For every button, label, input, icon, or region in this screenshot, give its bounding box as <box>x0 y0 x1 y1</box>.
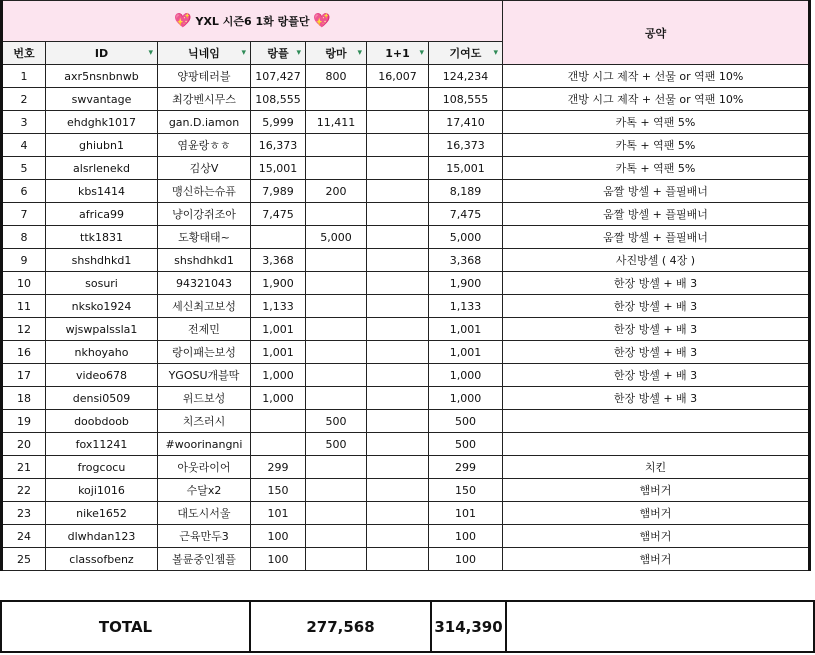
cell-contribution[interactable]: 124,234 <box>429 65 503 88</box>
cell-no[interactable]: 12 <box>2 318 46 341</box>
filter-icon[interactable]: ▾ <box>419 48 424 58</box>
cell-id[interactable]: ehdghk1017 <box>46 111 158 134</box>
cell-oneplus[interactable] <box>367 341 429 364</box>
promise-header: 공약 <box>503 1 810 65</box>
cell-no[interactable]: 23 <box>2 502 46 525</box>
cell-nickname[interactable]: 냥이강쥐조아 <box>158 203 251 226</box>
cell-oneplus[interactable] <box>367 111 429 134</box>
cell-contribution[interactable]: 1,001 <box>429 318 503 341</box>
cell-rangpl[interactable]: 16,373 <box>251 134 306 157</box>
table-row <box>2 65 810 88</box>
cell-no[interactable]: 17 <box>2 364 46 387</box>
cell-nickname[interactable]: 전제민 <box>158 318 251 341</box>
cell-id[interactable]: shshdhkd1 <box>46 249 158 272</box>
cell-rangpl[interactable]: 1,001 <box>251 341 306 364</box>
col-header-oneplus[interactable]: 1+1 ▾ <box>367 42 429 65</box>
cell-contribution[interactable]: 1,900 <box>429 272 503 295</box>
cell-oneplus[interactable] <box>367 433 429 456</box>
filter-icon[interactable]: ▾ <box>241 48 246 58</box>
filter-icon[interactable]: ▾ <box>493 48 498 58</box>
cell-no[interactable]: 21 <box>2 456 46 479</box>
cell-nickname[interactable]: shshdhkd1 <box>158 249 251 272</box>
cell-contribution[interactable]: 1,000 <box>429 387 503 410</box>
cell-promise[interactable]: 움짤 방셀 + 플필배너 <box>503 203 810 226</box>
cell-rangma[interactable] <box>306 157 367 180</box>
cell-promise[interactable]: 움짤 방셀 + 플필배너 <box>503 180 810 203</box>
cell-rangpl[interactable]: 100 <box>251 548 306 571</box>
cell-nickname[interactable]: 아웃라이어 <box>158 456 251 479</box>
cell-rangma[interactable] <box>306 272 367 295</box>
cell-no[interactable]: 8 <box>2 226 46 249</box>
cell-nickname[interactable]: 양팡테러블 <box>158 65 251 88</box>
cell-id[interactable]: nksko1924 <box>46 295 158 318</box>
cell-promise[interactable]: 한장 방셀 + 배 3 <box>503 364 810 387</box>
table-row <box>2 226 810 249</box>
cell-promise[interactable]: 치킨 <box>503 456 810 479</box>
cell-contribution[interactable]: 1,001 <box>429 341 503 364</box>
table-row <box>2 318 810 341</box>
cell-rangpl[interactable] <box>251 433 306 456</box>
cell-promise[interactable]: 갠방 시그 제작 + 선물 or 역팬 10% <box>503 65 810 88</box>
col-header-rangpl[interactable]: 랑플 ▾ <box>251 42 306 65</box>
cell-contribution[interactable]: 500 <box>429 410 503 433</box>
cell-id[interactable]: swvantage <box>46 88 158 111</box>
cell-promise[interactable]: 햄버거 <box>503 479 810 502</box>
cell-nickname[interactable]: 근육만두3 <box>158 525 251 548</box>
cell-no[interactable]: 2 <box>2 88 46 111</box>
cell-id[interactable]: video678 <box>46 364 158 387</box>
col-header-id[interactable]: ID ▾ <box>46 42 158 65</box>
col-header-nick[interactable]: 닉네임 ▾ <box>158 42 251 65</box>
cell-rangma[interactable] <box>306 203 367 226</box>
cell-no[interactable]: 3 <box>2 111 46 134</box>
cell-promise[interactable]: 한장 방셀 + 배 3 <box>503 341 810 364</box>
cell-rangma[interactable] <box>306 387 367 410</box>
cell-rangpl[interactable]: 1,900 <box>251 272 306 295</box>
cell-oneplus[interactable] <box>367 226 429 249</box>
filter-icon[interactable]: ▾ <box>357 48 362 58</box>
cell-oneplus[interactable] <box>367 318 429 341</box>
sheet-title <box>2 1 503 42</box>
total-rangpl: 277,568 <box>250 601 431 652</box>
cell-promise[interactable] <box>503 410 810 433</box>
cell-oneplus[interactable] <box>367 88 429 111</box>
sheet-title-text: YXL 시즌6 1화 랑플단 <box>195 15 310 28</box>
col-header-rangma[interactable]: 랑마 ▾ <box>306 42 367 65</box>
table-row <box>2 433 810 456</box>
cell-rangma[interactable] <box>306 295 367 318</box>
cell-rangpl[interactable]: 1,133 <box>251 295 306 318</box>
table-row <box>2 387 810 410</box>
table-row <box>2 295 810 318</box>
cell-oneplus[interactable] <box>367 272 429 295</box>
cell-promise[interactable]: 햄버거 <box>503 502 810 525</box>
table-row <box>2 456 810 479</box>
table-row <box>2 525 810 548</box>
cell-contribution[interactable]: 150 <box>429 479 503 502</box>
cell-nickname[interactable]: 염윤랑ㅎㅎ <box>158 134 251 157</box>
cell-rangpl[interactable]: 7,475 <box>251 203 306 226</box>
table-row <box>2 502 810 525</box>
cell-oneplus[interactable] <box>367 456 429 479</box>
cell-rangpl[interactable]: 100 <box>251 525 306 548</box>
cell-nickname[interactable]: 대도시서울 <box>158 502 251 525</box>
col-header-contrib[interactable]: 기여도 ▾ <box>429 42 503 65</box>
cell-oneplus[interactable] <box>367 134 429 157</box>
table-row <box>2 479 810 502</box>
cell-promise[interactable]: 한장 방셀 + 배 3 <box>503 387 810 410</box>
cell-rangma[interactable] <box>306 502 367 525</box>
cell-rangma[interactable]: 500 <box>306 433 367 456</box>
cell-id[interactable]: classofbenz <box>46 548 158 571</box>
cell-rangpl[interactable]: 1,000 <box>251 364 306 387</box>
cell-rangma[interactable] <box>306 479 367 502</box>
cell-rangma[interactable]: 11,411 <box>306 111 367 134</box>
cell-no[interactable]: 19 <box>2 410 46 433</box>
cell-no[interactable]: 4 <box>2 134 46 157</box>
cell-contribution[interactable]: 15,001 <box>429 157 503 180</box>
cell-rangpl[interactable]: 15,001 <box>251 157 306 180</box>
filter-icon[interactable]: ▾ <box>296 48 301 58</box>
cell-promise[interactable]: 사진방셀 ( 4장 ) <box>503 249 810 272</box>
cell-id[interactable]: ttk1831 <box>46 226 158 249</box>
cell-id[interactable]: koji1016 <box>46 479 158 502</box>
cell-oneplus[interactable] <box>367 203 429 226</box>
cell-rangpl[interactable]: 1,001 <box>251 318 306 341</box>
cell-promise[interactable]: 카톡 + 역팬 5% <box>503 157 810 180</box>
cell-contribution[interactable]: 17,410 <box>429 111 503 134</box>
cell-promise[interactable]: 한장 방셀 + 배 3 <box>503 295 810 318</box>
cell-nickname[interactable]: YGOSU개블딱 <box>158 364 251 387</box>
cell-oneplus[interactable] <box>367 479 429 502</box>
total-contrib: 314,390 <box>431 601 506 652</box>
table-row <box>2 203 810 226</box>
cell-nickname[interactable]: 세신최고보성 <box>158 295 251 318</box>
cell-no[interactable]: 10 <box>2 272 46 295</box>
cell-id[interactable]: densi0509 <box>46 387 158 410</box>
cell-promise[interactable]: 갠방 시그 제작 + 선물 or 역팬 10% <box>503 88 810 111</box>
cell-contribution[interactable]: 5,000 <box>429 226 503 249</box>
total-section <box>0 600 815 653</box>
cell-no[interactable]: 18 <box>2 387 46 410</box>
cell-oneplus[interactable] <box>367 364 429 387</box>
table-row <box>2 364 810 387</box>
cell-rangma[interactable]: 500 <box>306 410 367 433</box>
cell-no[interactable]: 11 <box>2 295 46 318</box>
cell-contribution[interactable]: 1,000 <box>429 364 503 387</box>
cell-no[interactable]: 24 <box>2 525 46 548</box>
table-row <box>2 410 810 433</box>
cell-id[interactable]: nkhoyaho <box>46 341 158 364</box>
cell-id[interactable]: kbs1414 <box>46 180 158 203</box>
cell-contribution[interactable]: 108,555 <box>429 88 503 111</box>
total-label: TOTAL <box>1 601 250 652</box>
cell-rangma[interactable]: 200 <box>306 180 367 203</box>
cell-oneplus[interactable] <box>367 387 429 410</box>
total-empty <box>506 601 814 652</box>
cell-promise[interactable]: 햄버거 <box>503 525 810 548</box>
cell-rangpl[interactable]: 7,989 <box>251 180 306 203</box>
table-row <box>2 272 810 295</box>
cell-contribution[interactable]: 100 <box>429 525 503 548</box>
cell-oneplus[interactable] <box>367 502 429 525</box>
cell-no[interactable]: 1 <box>2 65 46 88</box>
cell-contribution[interactable]: 299 <box>429 456 503 479</box>
cell-no[interactable]: 7 <box>2 203 46 226</box>
cell-no[interactable]: 25 <box>2 548 46 571</box>
cell-contribution[interactable]: 3,368 <box>429 249 503 272</box>
cell-nickname[interactable]: 치즈러시 <box>158 410 251 433</box>
cell-nickname[interactable]: 볼륜중인젬플 <box>158 548 251 571</box>
cell-id[interactable]: doobdoob <box>46 410 158 433</box>
cell-rangma[interactable] <box>306 341 367 364</box>
cell-id[interactable]: sosuri <box>46 272 158 295</box>
cell-contribution[interactable]: 1,133 <box>429 295 503 318</box>
cell-id[interactable]: dlwhdan123 <box>46 525 158 548</box>
sparkling-heart-icon: 💖 <box>313 13 331 29</box>
table-row <box>2 180 810 203</box>
cell-nickname[interactable]: 94321043 <box>158 272 251 295</box>
cell-oneplus[interactable] <box>367 525 429 548</box>
cell-id[interactable]: alsrlenekd <box>46 157 158 180</box>
cell-oneplus[interactable] <box>367 157 429 180</box>
cell-rangma[interactable]: 800 <box>306 65 367 88</box>
cell-id[interactable]: wjswpalssla1 <box>46 318 158 341</box>
cell-contribution[interactable]: 101 <box>429 502 503 525</box>
cell-rangma[interactable]: 5,000 <box>306 226 367 249</box>
table-row <box>2 134 810 157</box>
cell-rangpl[interactable]: 107,427 <box>251 65 306 88</box>
cell-nickname[interactable]: 위드보성 <box>158 387 251 410</box>
cell-oneplus[interactable] <box>367 180 429 203</box>
cell-rangpl[interactable]: 3,368 <box>251 249 306 272</box>
cell-nickname[interactable]: #woorinangni <box>158 433 251 456</box>
table-row <box>2 341 810 364</box>
cell-contribution[interactable]: 8,189 <box>429 180 503 203</box>
sparkling-heart-icon: 💖 <box>174 13 192 29</box>
cell-oneplus[interactable] <box>367 295 429 318</box>
cell-rangpl[interactable]: 299 <box>251 456 306 479</box>
cell-oneplus[interactable]: 16,007 <box>367 65 429 88</box>
cell-contribution[interactable]: 100 <box>429 548 503 571</box>
table-row <box>2 548 810 571</box>
cell-oneplus[interactable] <box>367 548 429 571</box>
cell-no[interactable]: 6 <box>2 180 46 203</box>
cell-rangma[interactable] <box>306 88 367 111</box>
cell-promise[interactable]: 햄버거 <box>503 548 810 571</box>
cell-nickname[interactable]: 수달x2 <box>158 479 251 502</box>
cell-id[interactable]: fox11241 <box>46 433 158 456</box>
cell-no[interactable]: 16 <box>2 341 46 364</box>
cell-nickname[interactable]: 맹신하는슈퓨 <box>158 180 251 203</box>
cell-rangma[interactable] <box>306 249 367 272</box>
cell-promise[interactable]: 한장 방셀 + 배 3 <box>503 272 810 295</box>
cell-id[interactable]: axr5nsnbnwb <box>46 65 158 88</box>
cell-no[interactable]: 20 <box>2 433 46 456</box>
cell-no[interactable]: 22 <box>2 479 46 502</box>
cell-rangpl[interactable]: 101 <box>251 502 306 525</box>
cell-rangma[interactable] <box>306 456 367 479</box>
cell-promise[interactable]: 카톡 + 역팬 5% <box>503 134 810 157</box>
cell-rangma[interactable] <box>306 364 367 387</box>
table-row <box>2 111 810 134</box>
cell-promise[interactable] <box>503 433 810 456</box>
cell-promise[interactable]: 한장 방셀 + 배 3 <box>503 318 810 341</box>
cell-nickname[interactable]: 김상V <box>158 157 251 180</box>
cell-id[interactable]: nike1652 <box>46 502 158 525</box>
cell-nickname[interactable]: 도황태태~ <box>158 226 251 249</box>
cell-promise[interactable]: 카톡 + 역팬 5% <box>503 111 810 134</box>
cell-rangpl[interactable]: 1,000 <box>251 387 306 410</box>
cell-nickname[interactable]: 최강벤시무스 <box>158 88 251 111</box>
cell-oneplus[interactable] <box>367 249 429 272</box>
table-row <box>2 157 810 180</box>
cell-oneplus[interactable] <box>367 410 429 433</box>
filter-icon[interactable]: ▾ <box>148 48 153 58</box>
col-header-no[interactable]: 번호 <box>2 42 46 65</box>
total-table <box>0 600 815 653</box>
cell-nickname[interactable]: gan.D.iamon <box>158 111 251 134</box>
cell-rangma[interactable] <box>306 134 367 157</box>
cell-rangpl[interactable]: 108,555 <box>251 88 306 111</box>
total-row <box>1 601 814 652</box>
table-row <box>2 88 810 111</box>
cell-rangpl[interactable]: 150 <box>251 479 306 502</box>
cell-rangpl[interactable] <box>251 226 306 249</box>
cell-rangma[interactable] <box>306 525 367 548</box>
cell-rangpl[interactable]: 5,999 <box>251 111 306 134</box>
cell-id[interactable]: ghiubn1 <box>46 134 158 157</box>
cell-nickname[interactable]: 랑이패는보성 <box>158 341 251 364</box>
cell-rangma[interactable] <box>306 318 367 341</box>
cell-promise[interactable]: 움짤 방셀 + 플필배너 <box>503 226 810 249</box>
cell-no[interactable]: 5 <box>2 157 46 180</box>
cell-contribution[interactable]: 16,373 <box>429 134 503 157</box>
cell-rangpl[interactable] <box>251 410 306 433</box>
cell-contribution[interactable]: 500 <box>429 433 503 456</box>
cell-id[interactable]: frogcocu <box>46 456 158 479</box>
cell-id[interactable]: africa99 <box>46 203 158 226</box>
cell-no[interactable]: 9 <box>2 249 46 272</box>
cell-contribution[interactable]: 7,475 <box>429 203 503 226</box>
cell-rangma[interactable] <box>306 548 367 571</box>
table-row <box>2 249 810 272</box>
